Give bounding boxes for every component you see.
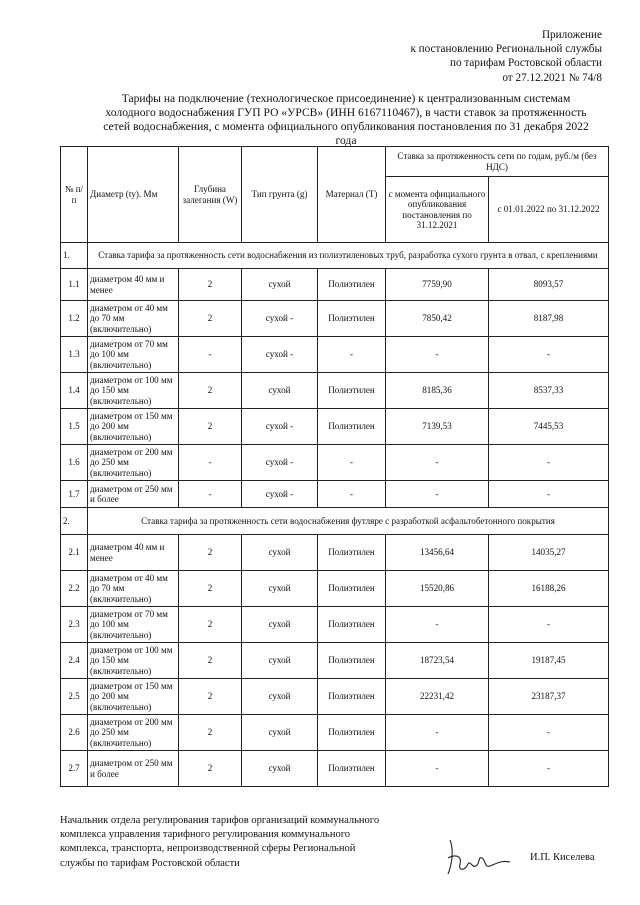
appendix-line: от 27.12.2021 № 74/8 bbox=[502, 71, 602, 84]
table-row bbox=[61, 269, 609, 301]
row-diameter: диаметром от 200 мм до 250 мм (включительно) bbox=[88, 445, 179, 481]
row-rate-period2: - bbox=[489, 445, 609, 481]
row-num: 2.2 bbox=[61, 571, 88, 607]
row-rate-period2: - bbox=[489, 715, 609, 751]
signatory-position-line: комплекса, транспорта, непроизводственной сферы Региональной bbox=[60, 843, 356, 855]
row-num: 2.1 bbox=[61, 535, 88, 571]
row-num: 1.6 bbox=[61, 445, 88, 481]
row-soil: сухой bbox=[242, 535, 318, 571]
row-rate-period1: - bbox=[386, 751, 489, 787]
table-row bbox=[61, 571, 609, 607]
row-diameter: диаметром от 100 мм до 150 мм (включительно) bbox=[88, 643, 179, 679]
appendix-line: по тарифам Ростовской области bbox=[450, 57, 602, 70]
row-rate-period2: 16188,26 bbox=[489, 571, 609, 607]
row-rate-period2: 8093,57 bbox=[489, 269, 609, 301]
row-rate-period2: 14035,27 bbox=[489, 535, 609, 571]
header-rate-group: Ставка за протяженность сети по годам, руб./м (без НДС) bbox=[386, 147, 609, 177]
row-rate-period1: - bbox=[386, 445, 489, 481]
appendix-line: Приложение bbox=[541, 29, 602, 41]
table-row bbox=[61, 409, 609, 445]
row-soil: сухой - bbox=[242, 445, 318, 481]
row-depth: - bbox=[179, 337, 242, 373]
row-num: 1.7 bbox=[61, 481, 88, 508]
row-rate-period2: 19187,45 bbox=[489, 643, 609, 679]
row-rate-period1: 13456,64 bbox=[386, 535, 489, 571]
row-soil: сухой - bbox=[242, 337, 318, 373]
signatory-position-line: Начальник отдела регулирования тарифов организаций коммунального bbox=[60, 815, 380, 826]
row-soil: сухой - bbox=[242, 409, 318, 445]
row-material: Полиэтилен bbox=[318, 715, 386, 751]
row-material: Полиэтилен bbox=[318, 571, 386, 607]
row-depth: - bbox=[179, 445, 242, 481]
row-diameter: диаметром от 70 мм до 100 мм (включительно) bbox=[88, 337, 179, 373]
row-material: - bbox=[318, 445, 386, 481]
row-depth: - bbox=[179, 481, 242, 508]
row-diameter: диаметром от 250 мм и более bbox=[88, 481, 179, 508]
row-material: Полиэтилен bbox=[318, 607, 386, 643]
row-material: - bbox=[318, 337, 386, 373]
document-title bbox=[66, 92, 626, 148]
appendix-header bbox=[302, 28, 602, 85]
row-depth: 2 bbox=[179, 607, 242, 643]
section-title: Ставка тарифа за протяженность сети водоснабжения из полиэтиленовых труб, разработка сухого грунта в отвал, с креплениями bbox=[88, 243, 609, 269]
row-material: Полиэтилен bbox=[318, 409, 386, 445]
table-row bbox=[61, 715, 609, 751]
row-diameter: диаметром 40 мм и менее bbox=[88, 269, 179, 301]
title-line: сетей водоснабжения, с момента официального опубликования постановления по 31 декабря 2022 bbox=[103, 120, 589, 133]
row-soil: сухой bbox=[242, 679, 318, 715]
row-depth: 2 bbox=[179, 373, 242, 409]
row-rate-period1: 7759,90 bbox=[386, 269, 489, 301]
row-soil: сухой bbox=[242, 373, 318, 409]
row-num: 1.1 bbox=[61, 269, 88, 301]
row-material: Полиэтилен bbox=[318, 301, 386, 337]
table-row bbox=[61, 607, 609, 643]
row-rate-period1: 18723,54 bbox=[386, 643, 489, 679]
row-material: Полиэтилен bbox=[318, 373, 386, 409]
header-rate-period1: с момента официального опубликования постановления по 31.12.2021 bbox=[386, 177, 489, 243]
row-num: 1.4 bbox=[61, 373, 88, 409]
section-row bbox=[61, 243, 609, 269]
row-rate-period2: - bbox=[489, 607, 609, 643]
row-diameter: диаметром от 250 мм и более bbox=[88, 751, 179, 787]
row-rate-period1: 7139,53 bbox=[386, 409, 489, 445]
header-depth: Глубина залегания (W) bbox=[179, 147, 242, 243]
row-material: Полиэтилен bbox=[318, 679, 386, 715]
row-rate-period1: 15520,86 bbox=[386, 571, 489, 607]
row-diameter: диаметром 40 мм и менее bbox=[88, 535, 179, 571]
title-line: холодного водоснабжения ГУП РО «УРСВ» (ИНН 6167110467), в части ставок за протяженность bbox=[105, 106, 587, 119]
row-diameter: диаметром от 150 мм до 200 мм (включительно) bbox=[88, 679, 179, 715]
signer-name: И.П. Киселева bbox=[530, 852, 595, 863]
table-row bbox=[61, 643, 609, 679]
header-soil: Тип грунта (g) bbox=[242, 147, 318, 243]
row-rate-period2: 8187,98 bbox=[489, 301, 609, 337]
row-rate-period1: 22231,42 bbox=[386, 679, 489, 715]
row-rate-period1: - bbox=[386, 337, 489, 373]
row-diameter: диаметром от 200 мм до 250 мм (включительно) bbox=[88, 715, 179, 751]
row-soil: сухой bbox=[242, 269, 318, 301]
header-diameter: Диаметр (ty). Мм bbox=[88, 147, 179, 243]
row-rate-period1: - bbox=[386, 481, 489, 508]
signatory-block bbox=[60, 814, 440, 871]
table-row bbox=[61, 337, 609, 373]
row-soil: сухой bbox=[242, 751, 318, 787]
table-row bbox=[61, 679, 609, 715]
row-depth: 2 bbox=[179, 751, 242, 787]
row-rate-period1: - bbox=[386, 607, 489, 643]
row-material: - bbox=[318, 481, 386, 508]
row-rate-period2: - bbox=[489, 751, 609, 787]
row-diameter: диаметром от 70 мм до 100 мм (включительно) bbox=[88, 607, 179, 643]
row-depth: 2 bbox=[179, 679, 242, 715]
header-row bbox=[61, 147, 609, 177]
row-num: 1.2 bbox=[61, 301, 88, 337]
tariff-table bbox=[60, 146, 609, 787]
row-depth: 2 bbox=[179, 643, 242, 679]
section-num: 1. bbox=[61, 243, 88, 269]
row-depth: 2 bbox=[179, 269, 242, 301]
header-num: № п/ п bbox=[61, 147, 88, 243]
row-num: 2.6 bbox=[61, 715, 88, 751]
section-title: Ставка тарифа за протяженность сети водоснабжения футляре с разработкой асфальтобетонного покрытия bbox=[88, 508, 609, 535]
row-soil: сухой - bbox=[242, 481, 318, 508]
table-row bbox=[61, 445, 609, 481]
row-material: Полиэтилен bbox=[318, 751, 386, 787]
row-num: 2.5 bbox=[61, 679, 88, 715]
section-row bbox=[61, 508, 609, 535]
row-depth: 2 bbox=[179, 715, 242, 751]
table-row bbox=[61, 751, 609, 787]
table-row bbox=[61, 373, 609, 409]
row-num: 2.4 bbox=[61, 643, 88, 679]
appendix-line: к постановлению Региональной службы bbox=[410, 43, 602, 56]
row-num: 2.3 bbox=[61, 607, 88, 643]
row-soil: сухой - bbox=[242, 301, 318, 337]
table-row bbox=[61, 535, 609, 571]
table-row bbox=[61, 301, 609, 337]
title-line: Тарифы на подключение (технологическое присоединение) к централизованным системам bbox=[121, 92, 571, 105]
row-num: 1.3 bbox=[61, 337, 88, 373]
row-rate-period1: 8185,36 bbox=[386, 373, 489, 409]
row-diameter: диаметром от 40 мм до 70 мм (включительно) bbox=[88, 571, 179, 607]
row-num: 2.7 bbox=[61, 751, 88, 787]
row-depth: 2 bbox=[179, 301, 242, 337]
title-line: года bbox=[335, 134, 357, 147]
row-rate-period2: 7445,53 bbox=[489, 409, 609, 445]
row-rate-period2: - bbox=[489, 337, 609, 373]
row-material: Полиэтилен bbox=[318, 269, 386, 301]
row-material: Полиэтилен bbox=[318, 643, 386, 679]
row-soil: сухой bbox=[242, 571, 318, 607]
row-diameter: диаметром от 150 мм до 200 мм (включительно) bbox=[88, 409, 179, 445]
row-soil: сухой bbox=[242, 715, 318, 751]
table-row bbox=[61, 481, 609, 508]
row-depth: 2 bbox=[179, 409, 242, 445]
header-rate-period2: с 01.01.2022 по 31.12.2022 bbox=[489, 177, 609, 243]
row-material: Полиэтилен bbox=[318, 535, 386, 571]
row-depth: 2 bbox=[179, 535, 242, 571]
handwritten-signature bbox=[440, 834, 516, 880]
row-rate-period2: - bbox=[489, 481, 609, 508]
row-soil: сухой bbox=[242, 643, 318, 679]
row-depth: 2 bbox=[179, 571, 242, 607]
signatory-position-line: службы по тарифам Ростовской области bbox=[60, 857, 240, 869]
row-rate-period1: - bbox=[386, 715, 489, 751]
row-num: 1.5 bbox=[61, 409, 88, 445]
row-rate-period1: 7850,42 bbox=[386, 301, 489, 337]
row-diameter: диаметром от 100 мм до 150 мм (включительно) bbox=[88, 373, 179, 409]
row-diameter: диаметром от 40 мм до 70 мм (включительно) bbox=[88, 301, 179, 337]
row-rate-period2: 8537,33 bbox=[489, 373, 609, 409]
section-num: 2. bbox=[61, 508, 88, 535]
row-soil: сухой bbox=[242, 607, 318, 643]
signatory-position-line: комплекса управления тарифного регулирования коммунального bbox=[60, 829, 350, 841]
row-rate-period2: 23187,37 bbox=[489, 679, 609, 715]
header-material: Материал (Т) bbox=[318, 147, 386, 243]
